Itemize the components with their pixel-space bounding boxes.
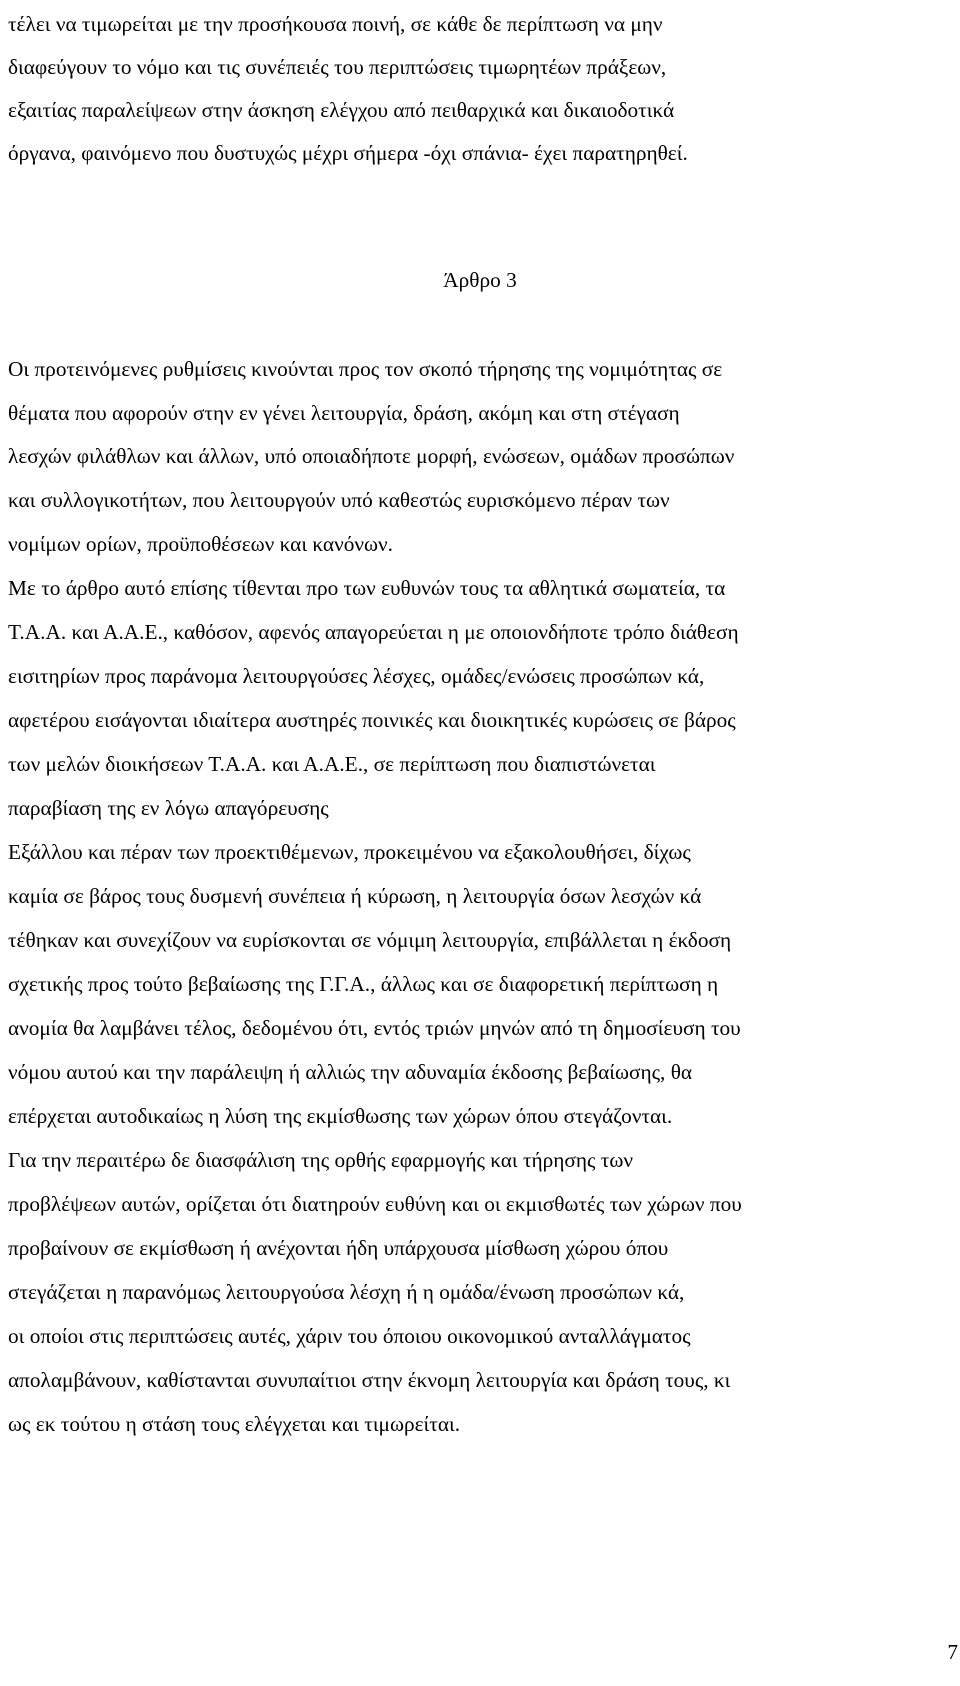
text-line: Οι προτεινόμενες ρυθμίσεις κινούνται προς τον σκοπό τήρησης της νομιμότητας σε <box>8 357 723 381</box>
page-number: 7 <box>947 1640 958 1664</box>
text-line: τέλει να τιμωρείται με την προσήκουσα ποινή, σε κάθε δε περίπτωση να μην <box>8 12 663 36</box>
text-line: προβλέψεων αυτών, ορίζεται ότι διατηρούν ευθύνη και οι εκμισθωτές των χώρων που <box>8 1192 742 1216</box>
text-line: οι οποίοι στις περιπτώσεις αυτές, χάριν του όποιου οικονομικού ανταλλάγματος <box>8 1324 691 1348</box>
text-line: τέθηκαν και συνεχίζουν να ευρίσκονται σε νόμιμη λειτουργία, επιβάλλεται η έκδοση <box>8 928 732 952</box>
text-line: παραβίαση της εν λόγω απαγόρευσης <box>8 796 329 820</box>
text-line: προβαίνουν σε εκμίσθωση ή ανέχονται ήδη υπάρχουσα μίσθωση χώρου όπου <box>8 1236 669 1260</box>
text-line: θέματα που αφορούν στην εν γένει λειτουργία, δράση, ακόμη και στη στέγαση <box>8 401 680 425</box>
text-line: Με το άρθρο αυτό επίσης τίθενται προ των ευθυνών τους τα αθλητικά σωματεία, τα <box>8 576 726 600</box>
text-line: Για την περαιτέρω δε διασφάλιση της ορθής εφαρμογής και τήρησης των <box>8 1148 634 1172</box>
text-line: Τ.Α.Α. και Α.Α.Ε., καθόσον, αφενός απαγορεύεται η με οποιονδήποτε τρόπο διάθεση <box>8 620 739 644</box>
text-line: σχετικής προς τούτο βεβαίωσης της Γ.Γ.Α., άλλως και σε διαφορετική περίπτωση η <box>8 972 719 996</box>
text-line: στεγάζεται η παρανόμως λειτουργούσα λέσχη ή η ομάδα/ένωση προσώπων κά, <box>8 1280 685 1304</box>
text-line: λεσχών φιλάθλων και άλλων, υπό οποιαδήποτε μορφή, ενώσεων, ομάδων προσώπων <box>8 444 735 468</box>
text-line: των μελών διοικήσεων Τ.Α.Α. και Α.Α.Ε., σε περίπτωση που διαπιστώνεται <box>8 752 656 776</box>
text-line: όργανα, φαινόμενο που δυστυχώς μέχρι σήμερα -όχι σπάνια- έχει παρατηρηθεί. <box>8 141 688 165</box>
text-line: ανομία θα λαμβάνει τέλος, δεδομένου ότι, εντός τριών μηνών από τη δημοσίευση του <box>8 1016 741 1040</box>
text-line: και συλλογικοτήτων, που λειτουργούν υπό καθεστώς ευρισκόμενο πέραν των <box>8 488 670 512</box>
text-line: καμία σε βάρος τους δυσμενή συνέπεια ή κύρωση, η λειτουργία όσων λεσχών κά <box>8 884 702 908</box>
text-line: διαφεύγουν το νόμο και τις συνέπειές του περιπτώσεις τιμωρητέων πράξεων, <box>8 55 667 79</box>
text-line: αφετέρου εισάγονται ιδιαίτερα αυστηρές ποινικές και διοικητικές κυρώσεις σε βάρος <box>8 708 736 732</box>
text-line: εισιτηρίων προς παράνομα λειτουργούσες λέσχες, ομάδες/ενώσεις προσώπων κά, <box>8 664 705 688</box>
text-line: ως εκ τούτου η στάση τους ελέγχεται και τιμωρείται. <box>8 1412 461 1436</box>
text-line: απολαμβάνουν, καθίστανται συνυπαίτιοι στην έκνομη λειτουργία και δράση τους, κι <box>8 1368 731 1392</box>
text-line: νομίμων ορίων, προϋποθέσεων και κανόνων. <box>8 532 393 556</box>
text-line: νόμου αυτού και την παράλειψη ή αλλιώς την αδυναμία έκδοσης βεβαίωσης, θα <box>8 1060 693 1084</box>
text-line: Εξάλλου και πέραν των προεκτιθέμενων, προκειμένου να εξακολουθήσει, δίχως <box>8 840 691 864</box>
text-line: εξαιτίας παραλείψεων στην άσκηση ελέγχου από πειθαρχικά και δικαιοδοτικά <box>8 98 675 122</box>
text-line: επέρχεται αυτοδικαίως η λύση της εκμίσθωσης των χώρων όπου στεγάζονται. <box>8 1104 673 1128</box>
article-heading: Άρθρο 3 <box>443 268 517 292</box>
